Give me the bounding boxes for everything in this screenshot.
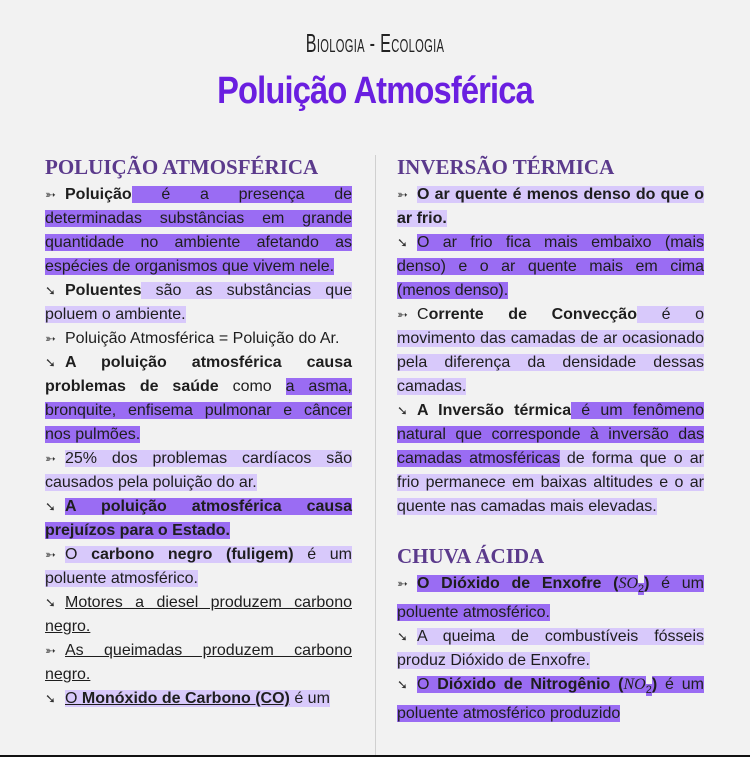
feather-arrow-icon: ➳: [45, 643, 56, 658]
section-heading: CHUVA ÁCIDA: [397, 544, 545, 568]
note-item: [397, 231, 704, 303]
feather-arrow-icon: ➳: [397, 307, 408, 322]
feather-arrow-icon: ➳: [45, 331, 56, 346]
note-item: [45, 495, 352, 543]
highlighted-text: é um poluente atmosférico.: [45, 546, 352, 587]
feather-arrow-icon: ➳: [45, 547, 56, 562]
note-item: [45, 639, 352, 687]
highlighted-text: A queima de combustíveis fósseis produz Dióxido de Enxofre.: [397, 628, 704, 670]
highlighted-text: é o movimento das camadas de ar ocasionado pela diferença da densidade dessas camadas.: [397, 306, 704, 395]
column-divider: [375, 155, 376, 757]
down-right-arrow-icon: ➘: [45, 499, 56, 514]
feather-arrow-icon: ➳: [45, 451, 56, 466]
highlighted-text: é um poluente atmosférico.: [397, 575, 704, 622]
highlighted-text: A poluição atmosférica causa prejuízos para o Estado.: [45, 498, 352, 539]
down-right-arrow-icon: ➘: [397, 403, 408, 418]
note-item: [45, 327, 352, 351]
text-segment: orrente de Convecção: [428, 306, 637, 323]
down-right-arrow-icon: ➘: [397, 629, 408, 645]
right-column: [397, 152, 704, 726]
note-item: [397, 572, 704, 625]
feather-arrow-icon: ➳: [397, 576, 408, 591]
highlighted-text: O: [65, 546, 92, 563]
note-item: [397, 673, 704, 726]
highlighted-text: ): [644, 575, 650, 592]
down-right-arrow-icon: ➘: [397, 677, 408, 693]
feather-arrow-icon: ➳: [45, 187, 56, 202]
text-segment: A poluição atmosférica causa problemas de saúde: [45, 354, 352, 395]
section-heading: POLUIÇÃO ATMOSFÉRICA: [45, 155, 319, 179]
highlighted-text: O ar quente é menos denso do que o ar frio.: [397, 186, 704, 227]
highlighted-text: 2: [638, 583, 645, 596]
down-right-arrow-icon: ➘: [397, 235, 408, 250]
left-column: [45, 152, 352, 711]
note-item: [397, 625, 704, 673]
down-right-arrow-icon: ➘: [45, 595, 56, 610]
section-heading: INVERSÃO TÉRMICA: [397, 155, 615, 179]
highlighted-text: NO: [623, 676, 646, 694]
highlighted-text: é um fenômeno natural que corresponde à inversão das camadas atmosféricas: [397, 402, 705, 467]
down-right-arrow-icon: ➘: [45, 283, 56, 298]
feather-arrow-icon: ➳: [397, 187, 408, 202]
highlighted-text: é um: [289, 690, 330, 707]
section: [397, 152, 704, 519]
note-item: [45, 543, 352, 591]
highlighted-text: 25% dos problemas cardíacos são causados pela poluição do ar.: [45, 450, 352, 491]
highlighted-text: O Dióxido de Enxofre (: [417, 575, 619, 592]
highlighted-text: a asma, bronquite, enfisema pulmonar e câncer nos pulmões.: [45, 378, 352, 443]
highlighted-text: O: [65, 690, 82, 707]
highlighted-text: são as substâncias que poluem o ambiente.: [45, 282, 352, 323]
highlighted-text: Monóxido de Carbono (CO): [81, 690, 290, 707]
note-item: [45, 279, 352, 327]
text-segment: C: [417, 306, 429, 323]
section: [397, 541, 704, 726]
note-item: [397, 399, 704, 519]
text-segment: Poluição: [65, 186, 132, 203]
highlighted-text: carbono negro (fuligem): [91, 546, 294, 563]
highlighted-text: O: [417, 676, 438, 694]
page-title: Poluição Atmosférica: [217, 70, 533, 112]
page-subtitle: Biologia - Ecologia: [305, 28, 445, 58]
highlighted-text: Dióxido de Nitrogênio (: [437, 676, 624, 694]
note-item: [45, 183, 352, 279]
highlighted-text: SO: [618, 575, 639, 592]
text-segment: Poluentes: [65, 282, 142, 299]
down-right-arrow-icon: ➘: [45, 355, 56, 370]
note-item: [397, 303, 704, 399]
note-item: [45, 591, 352, 639]
note-item: [45, 687, 352, 711]
text-segment: como: [218, 378, 286, 395]
highlighted-text: 2: [645, 684, 652, 697]
text-segment: Motores a diesel produzem carbono negro.: [45, 594, 352, 635]
highlighted-text: ): [651, 676, 658, 694]
text-segment: A Inversão térmica: [417, 402, 572, 419]
section: [45, 152, 352, 711]
note-item: [397, 183, 704, 231]
highlighted-text: de forma que o ar frio permanece em baixas altitudes e o ar quente nas camadas mais elevadas.: [397, 450, 704, 515]
highlighted-text: é um poluente atmosférico produzido: [397, 676, 705, 723]
note-item: [45, 351, 352, 447]
highlighted-text: O ar frio fica mais embaixo (mais denso) e o ar quente mais em cima (menos denso).: [397, 234, 704, 299]
text-segment: Poluição Atmosférica = Poluição do Ar.: [65, 330, 340, 347]
highlighted-text: é a presença de determinadas substâncias em grande quantidade no ambiente afetando as espécies de organismos que vivem nele.: [45, 186, 352, 275]
text-segment: As queimadas produzem carbono negro.: [45, 642, 352, 683]
down-right-arrow-icon: ➘: [45, 691, 56, 706]
note-item: [45, 447, 352, 495]
